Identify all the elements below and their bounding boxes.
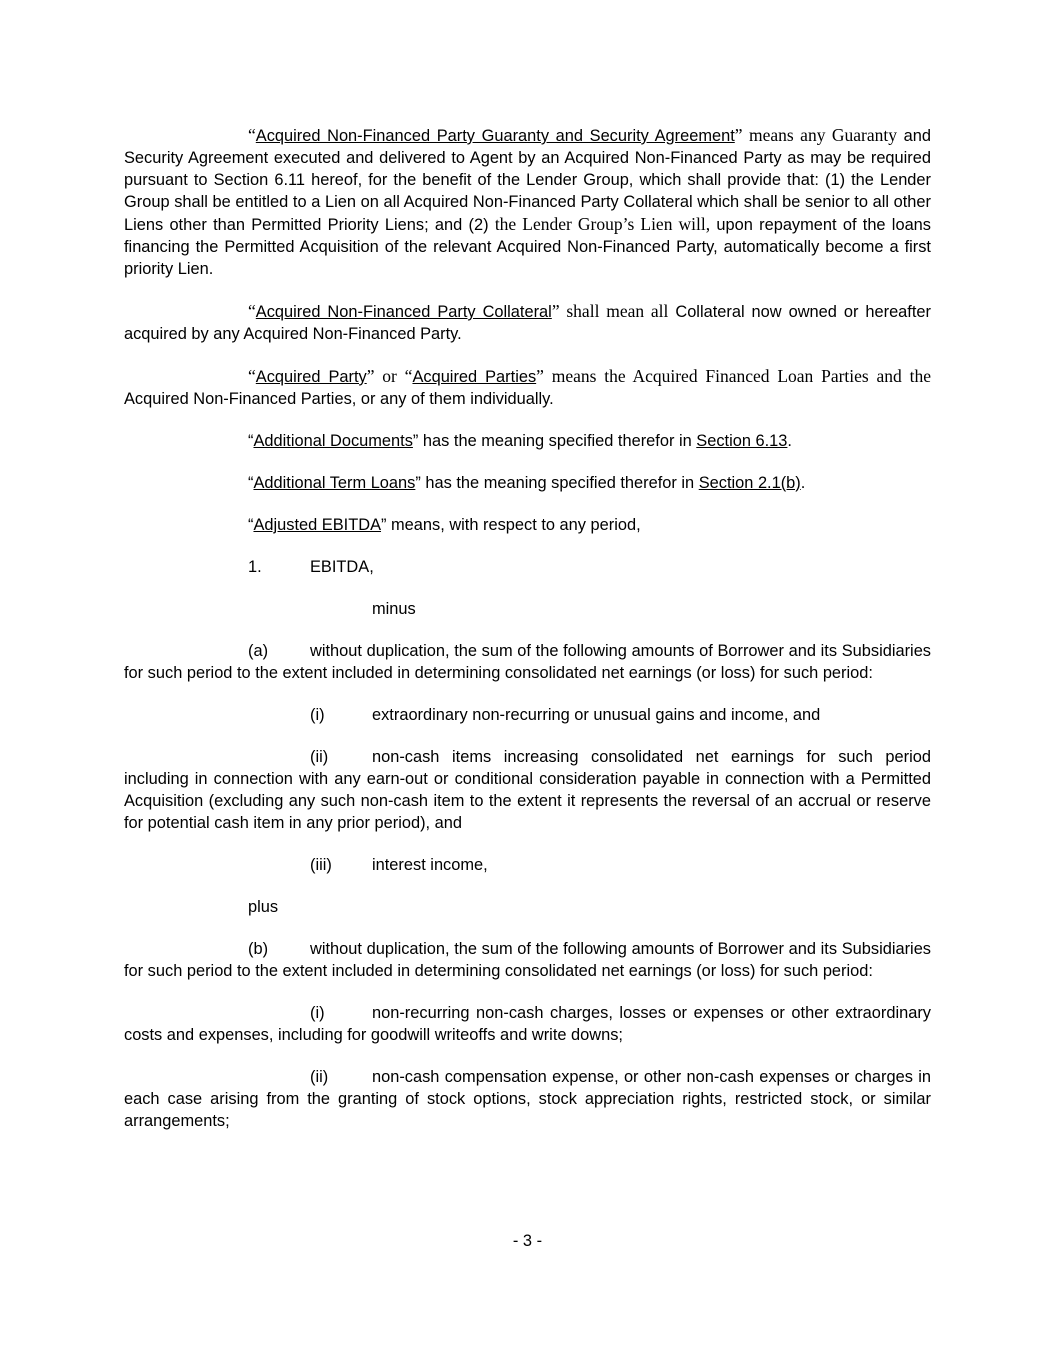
item-text: EBITDA, [310,558,374,576]
item-a-iii [124,854,931,876]
item-text: non-cash items increasing consolidated net earnings for such period including in connection with any earn-out or conditional consideration payable in connection with a Permitted Acquisition (excluding any such non-cash item to the extent it represents the reversal of an accrual or reserve for potential cash item in any prior period), and [124,748,931,832]
definition-acquired-non-financed-party-collateral: “Acquired Non-Financed Party Collateral” shall mean all Collateral now owned or hereafter acquired by any Acquired Non-Financed Party. [124,301,931,343]
defined-term: Adjusted EBITDA [253,516,382,534]
item-label: (i) [310,1004,325,1022]
item-label: (i) [310,706,325,724]
section-reference: Section 6.13 [696,432,788,450]
item-a [124,640,931,684]
defined-term: Additional Term Loans [253,474,416,492]
section-reference: Section 2.1(b) [698,474,801,492]
item-b-ii [124,1066,931,1132]
defined-term: Acquired Parties [412,368,537,386]
item-label: (b) [248,940,269,958]
defined-term: Additional Documents [253,432,413,450]
item-label: (ii) [310,1068,329,1086]
definition-adjusted-ebitda: “Adjusted EBITDA” means, with respect to any period, [248,516,641,534]
item-label: (ii) [310,748,329,766]
item-a-ii [124,746,931,834]
item-text: without duplication, the sum of the following amounts of Borrower and its Subsidiaries for such period to the extent included in determining consolidated net earnings (or loss) for such period: [124,642,931,682]
item-label: (a) [248,642,269,660]
item-text: without duplication, the sum of the following amounts of Borrower and its Subsidiaries for such period to the extent included in determining consolidated net earnings (or loss) for such period: [124,940,931,980]
item-label: (iii) [310,856,332,874]
item-b-i [124,1002,931,1046]
item-label: 1. [248,558,262,576]
defined-term: Acquired Party [255,368,367,386]
item-1-ebitda [124,556,931,578]
plus-line: plus [248,898,279,916]
defined-term: Acquired Non-Financed Party Guaranty and Security Agreement [255,127,735,145]
definition-acquired-party: “Acquired Party” or “Acquired Parties” means the Acquired Financed Loan Parties and the Acquired Non-Financed Parties, or any of them individually. [124,366,931,408]
definition-additional-documents: “Additional Documents” has the meaning specified therefor in Section 6.13. [248,432,792,450]
page-number: - 3 - [512,1232,543,1250]
item-text: non-recurring non-cash charges, losses or expenses or other extraordinary costs and expenses, including for goodwill writeoffs and write downs; [124,1004,931,1044]
item-a-i [124,704,931,726]
item-text: non-cash compensation expense, or other non-cash expenses or charges in each case arising from the granting of stock options, stock appreciation rights, restricted stock, or similar arrangements; [124,1068,931,1130]
minus-line: minus [372,600,416,618]
defined-term: Acquired Non-Financed Party Collateral [255,303,552,321]
definition-additional-term-loans: “Additional Term Loans” has the meaning specified therefor in Section 2.1(b). [248,474,806,492]
document-page [124,124,931,1152]
item-text: interest income, [372,856,488,874]
definition-acquired-non-financed-party-guaranty: “Acquired Non-Financed Party Guaranty and Security Agreement” means any Guaranty and Security Agreement executed and delivered to Agent by an Acquired Non-Financed Party as may be required pursuant to Section 6.11 hereof, for the benefit of the Lender Group, which shall provide that: (1) the Lender Group shall be entitled to a Lien on all Acquired Non-Financed Party Collateral which shall be senior to all other Liens other than Permitted Priority Liens; and (2) the Lender Group’s Lien will, upon repayment of the loans financing the Permitted Acquisition of the relevant Acquired Non-Financed Party, automatically become a first priority Lien. [124,125,932,278]
item-text: extraordinary non-recurring or unusual gains and income, and [372,706,821,724]
item-b [124,938,931,982]
